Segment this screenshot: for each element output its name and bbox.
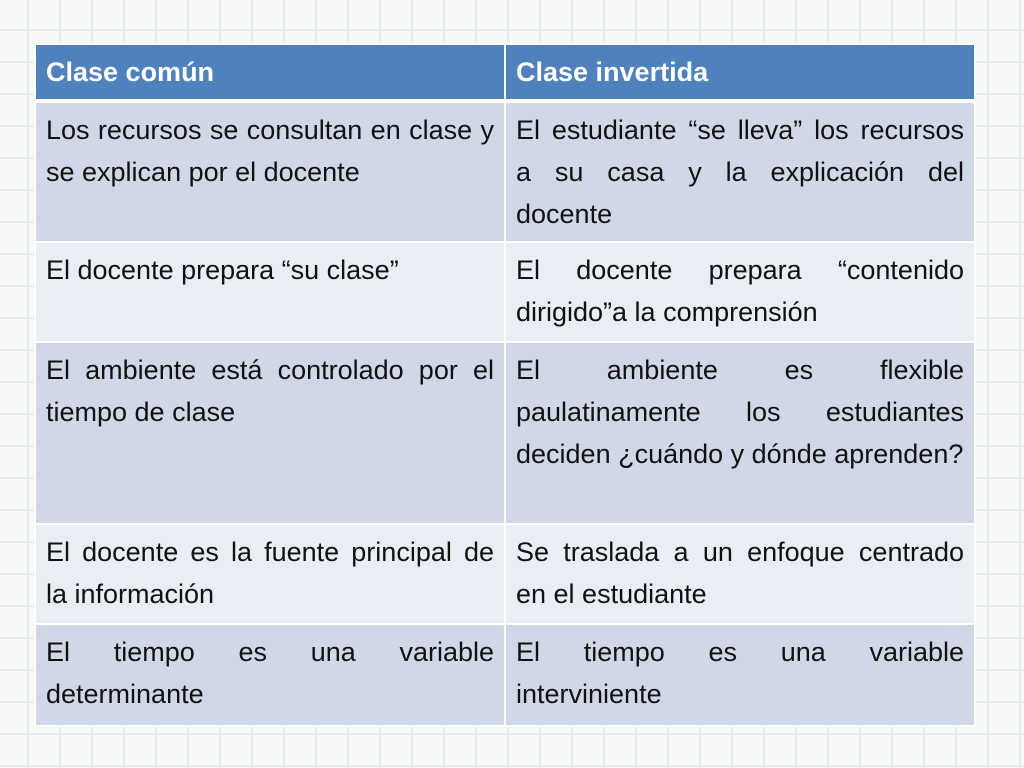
table-row (35, 101, 975, 242)
header-clase-comun: Clase común (35, 44, 505, 101)
table-row (35, 342, 975, 524)
header-clase-invertida: Clase invertida (505, 44, 975, 101)
table-cell: El docente es la fuente principal de la información (35, 524, 505, 624)
table-row (35, 242, 975, 342)
table-cell: Se traslada a un enfoque centrado en el estudiante (505, 524, 975, 624)
table-header-row (35, 44, 975, 101)
table-cell: El docente prepara “contenido dirigido”a la comprensión (505, 242, 975, 342)
table-cell: El tiempo es una variable determinante (35, 624, 505, 726)
comparison-table (34, 43, 976, 727)
table-cell: Los recursos se consultan en clase y se explican por el docente (35, 101, 505, 242)
table-row (35, 624, 975, 726)
table-cell: El estudiante “se lleva” los recursos a su casa y la explicación del docente (505, 101, 975, 242)
table-row (35, 524, 975, 624)
table-cell: El ambiente está controlado por el tiempo de clase (35, 342, 505, 524)
table-cell: El tiempo es una variable interviniente (505, 624, 975, 726)
table-cell: El docente prepara “su clase” (35, 242, 505, 342)
table-cell: El ambiente es flexible paulatinamente los estudiantes deciden ¿cuándo y dónde aprenden? (505, 342, 975, 524)
